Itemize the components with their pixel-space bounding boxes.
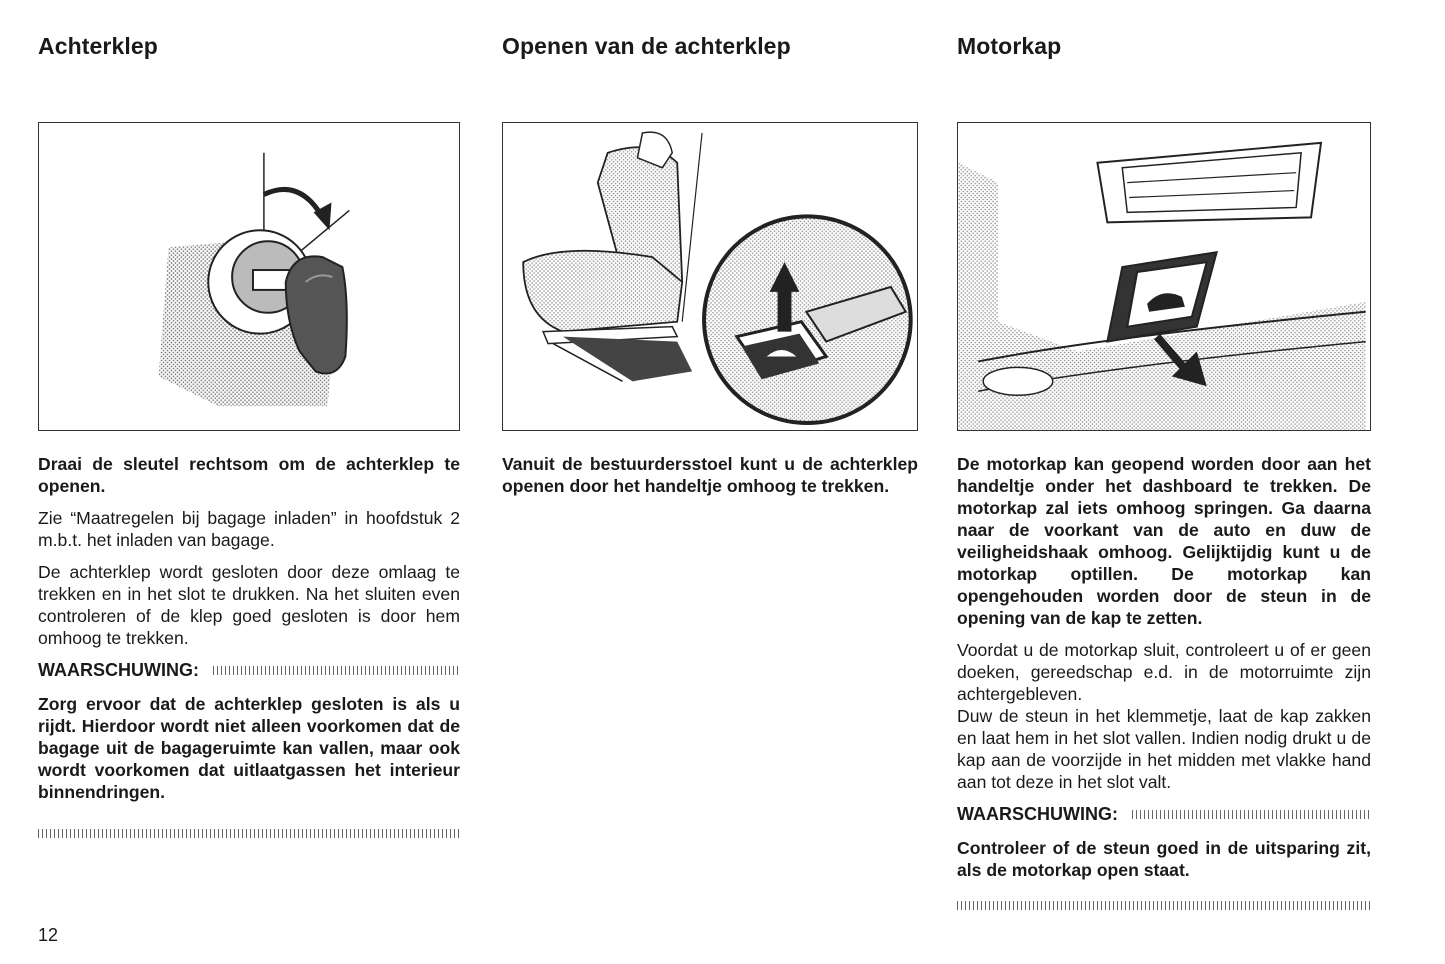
instruction-text: Vanuit de bestuurdersstoel kunt u de achterklep openen door het handeltje omhoog te trekken. xyxy=(502,454,918,496)
warning-header xyxy=(957,803,1371,825)
page-number: 12 xyxy=(38,925,59,945)
closing-text: Duw de steun in het klemmetje, laat de kap zakken en laat hem in het slot vallen. Indien nodig drukt u de kap aan de voorzijde in het midden met vlakke hand aan tot deze in het slot valt. xyxy=(957,706,1371,792)
warning-text: Controleer of de steun goed in de uitsparing zit, als de motorkap open staat. xyxy=(957,838,1371,880)
warning-label: WAARSCHUWING: xyxy=(957,804,1118,824)
closing-text: De achterklep wordt gesloten door deze omlaag te trekken en in het slot te drukken. Na het sluiten even controleren of de klep goed gesloten is door hem omhoog te trekken. xyxy=(38,562,460,648)
figure-key-lock xyxy=(38,122,460,431)
section-title-openen: Openen van de achterklep xyxy=(502,33,791,59)
warning-header xyxy=(38,659,460,681)
tick-rule-bottom xyxy=(957,901,1371,910)
figure-seat-lever xyxy=(502,122,918,431)
section-title-motorkap: Motorkap xyxy=(957,33,1062,59)
figure-hood-release xyxy=(957,122,1371,431)
hood-release-icon xyxy=(958,123,1370,430)
tick-rule xyxy=(1132,810,1371,819)
instruction-text: De motorkap kan geopend worden door aan het handeltje onder het dashboard te trekken. De motorkap zal iets omhoog springen. Ga daarna naar de voorkant van de auto en duw de veiligheidshaak omhoog. Gelijktijdig kunt u de motorkap optillen. De motorkap kan opengehouden worden door de steun in de opening van de kap te zetten. xyxy=(957,454,1371,628)
key-lock-icon xyxy=(39,123,459,430)
warning-label: WAARSCHUWING: xyxy=(38,660,199,680)
tick-rule-bottom xyxy=(38,829,460,838)
section-title-achterklep: Achterklep xyxy=(38,33,158,59)
tick-rule xyxy=(213,666,460,675)
instruction-text: Draai de sleutel rechtsom om de achterklep te openen. xyxy=(38,454,460,496)
check-text: Voordat u de motorkap sluit, controleert u of er geen doeken, gereedschap e.d. in de motorruimte zijn achtergebleven. xyxy=(957,640,1371,704)
seat-lever-icon xyxy=(503,123,917,430)
warning-text: Zorg ervoor dat de achterklep gesloten is als u rijdt. Hierdoor wordt niet alleen voorkomen dat de bagage uit de bagageruimte kan vallen, maar ook wordt voorkomen dat uitlaatgassen het interieur binnendringen. xyxy=(38,694,460,802)
reference-text: Zie “Maatregelen bij bagage inladen” in hoofdstuk 2 m.b.t. het inladen van bagage. xyxy=(38,508,460,550)
